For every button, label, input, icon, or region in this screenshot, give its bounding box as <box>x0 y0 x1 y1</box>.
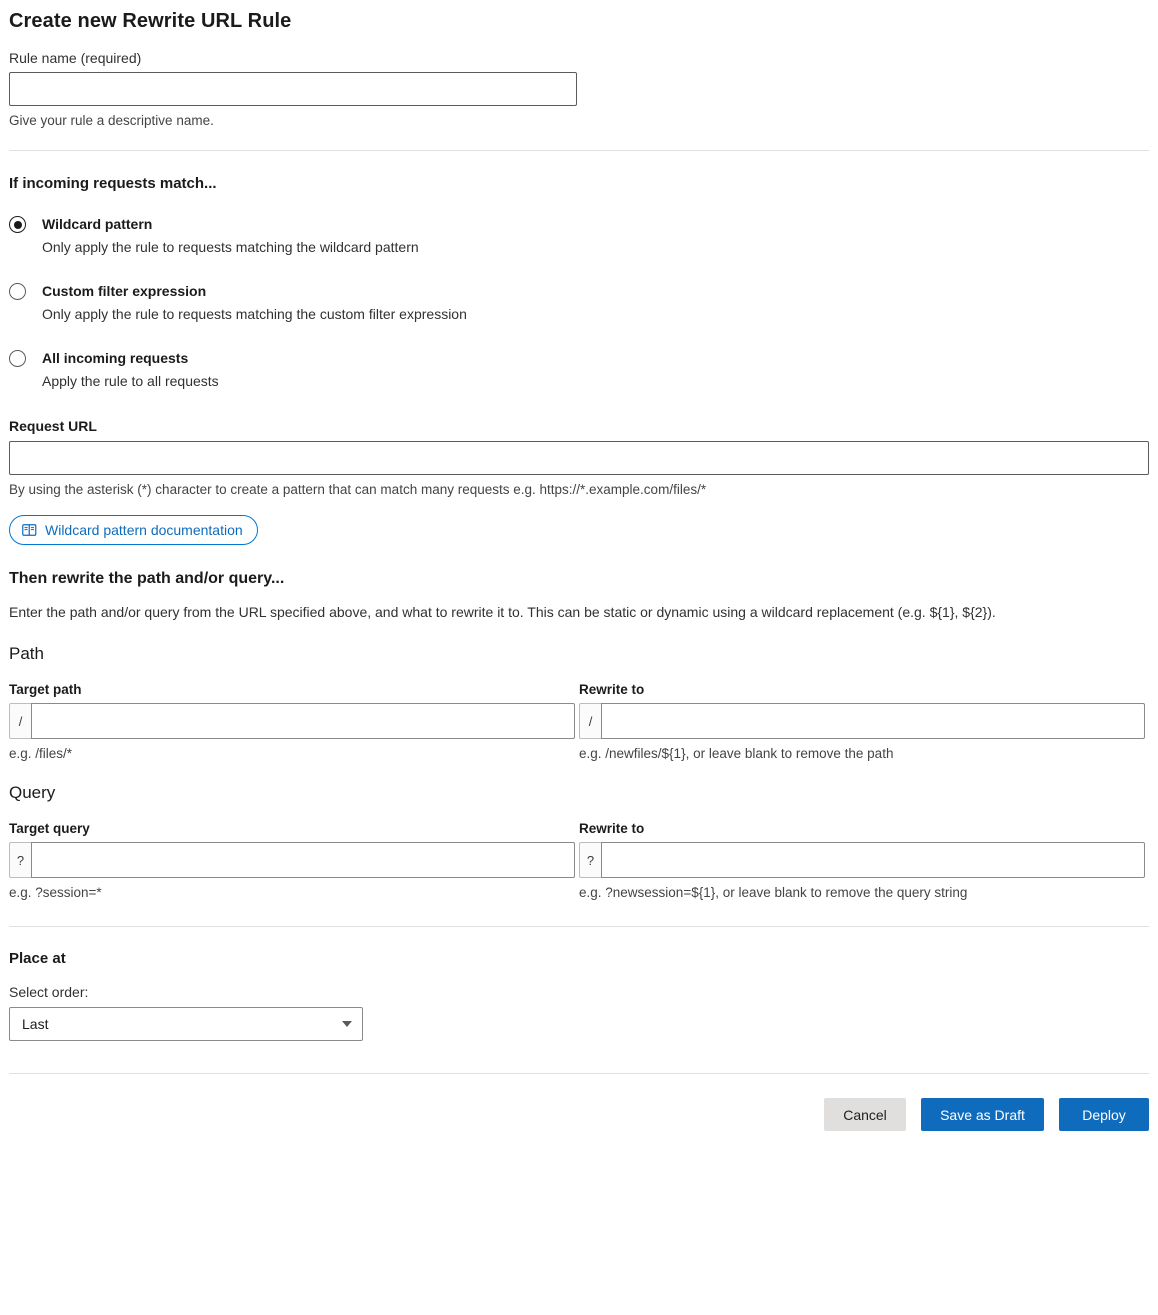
path-target-col <box>9 664 579 761</box>
path-rewrite-to-field[interactable] <box>579 703 1145 739</box>
radio-wildcard-pattern-title: Wildcard pattern <box>42 216 153 232</box>
radio-all-incoming-requests-title: All incoming requests <box>42 350 189 366</box>
match-radio-group <box>9 214 1149 392</box>
path-rewrite-to-input[interactable] <box>601 703 1145 739</box>
chevron-down-icon[interactable] <box>342 1021 352 1027</box>
cancel-button[interactable]: Cancel <box>824 1098 906 1131</box>
select-order-dropdown[interactable] <box>9 1007 363 1041</box>
match-section-title: If incoming requests match... <box>9 175 217 192</box>
query-rewrite-to-label: Rewrite to <box>579 821 645 837</box>
target-path-hint: e.g. /files/* <box>9 746 73 762</box>
page-title: Create new Rewrite URL Rule <box>9 10 292 32</box>
book-icon <box>22 523 37 537</box>
wildcard-pattern-documentation-label: Wildcard pattern documentation <box>45 522 243 538</box>
rewrite-section-description: Enter the path and/or query from the URL specified above, and what to rewrite it to. This can be static or dynamic using a wildcard replacement (e.g. ${1}, ${2}). <box>9 604 996 620</box>
radio-custom-filter-expression-desc: Only apply the rule to requests matching the custom filter expression <box>42 306 467 322</box>
request-url-help: By using the asterisk (*) character to create a pattern that can match many requests e.g. https://*.example.com/files/* <box>9 482 707 497</box>
radio-all-incoming-requests-icon[interactable] <box>9 350 26 367</box>
radio-wildcard-pattern-desc: Only apply the rule to requests matching the wildcard pattern <box>42 239 419 255</box>
wildcard-pattern-documentation-link[interactable] <box>9 515 258 545</box>
radio-custom-filter-expression-icon[interactable] <box>9 283 26 300</box>
request-url-input[interactable] <box>9 441 1149 475</box>
query-rewrite-to-hint: e.g. ?newsession=${1}, or leave blank to remove the query string <box>579 885 968 901</box>
divider-top <box>9 150 1149 151</box>
target-query-prefix: ? <box>9 842 31 878</box>
target-path-label: Target path <box>9 682 82 698</box>
path-rewrite-to-hint: e.g. /newfiles/${1}, or leave blank to remove the path <box>579 746 894 762</box>
rule-name-label: Rule name (required) <box>9 50 142 66</box>
query-target-col <box>9 803 579 900</box>
divider-place-at <box>9 926 1149 927</box>
query-rewrite-to-input[interactable] <box>601 842 1145 878</box>
select-order-value: Last <box>22 1016 49 1033</box>
query-heading: Query <box>9 783 56 803</box>
radio-wildcard-pattern-icon[interactable] <box>9 216 26 233</box>
deploy-button[interactable]: Deploy <box>1059 1098 1149 1131</box>
target-query-input[interactable] <box>31 842 575 878</box>
radio-custom-filter-expression-title: Custom filter expression <box>42 283 207 299</box>
radio-custom-filter-expression[interactable] <box>9 281 1149 325</box>
target-path-field[interactable] <box>9 703 575 739</box>
query-rewrite-to-field[interactable] <box>579 842 1145 878</box>
target-query-field[interactable] <box>9 842 575 878</box>
divider-footer <box>9 1073 1149 1074</box>
target-path-input[interactable] <box>31 703 575 739</box>
target-query-label: Target query <box>9 821 90 837</box>
radio-wildcard-pattern[interactable] <box>9 214 1149 258</box>
rule-name-help: Give your rule a descriptive name. <box>9 113 214 128</box>
query-rewrite-to-prefix: ? <box>579 842 601 878</box>
save-as-draft-button[interactable]: Save as Draft <box>921 1098 1044 1131</box>
query-rewrite-col <box>579 803 1149 900</box>
footer-actions <box>9 1098 1149 1147</box>
create-rewrite-url-rule-page <box>0 10 1158 1147</box>
radio-all-incoming-requests[interactable] <box>9 348 1149 392</box>
path-rewrite-to-label: Rewrite to <box>579 682 645 698</box>
request-url-label: Request URL <box>9 418 97 434</box>
path-rewrite-to-prefix: / <box>579 703 601 739</box>
rule-name-input[interactable] <box>9 72 577 106</box>
path-rewrite-col <box>579 664 1149 761</box>
query-row <box>9 803 1149 900</box>
place-at-title: Place at <box>9 950 66 968</box>
rewrite-section-title: Then rewrite the path and/or query... <box>9 570 285 587</box>
target-query-hint: e.g. ?session=* <box>9 885 102 901</box>
path-heading: Path <box>9 644 44 664</box>
radio-all-incoming-requests-desc: Apply the rule to all requests <box>42 373 219 389</box>
path-row <box>9 664 1149 761</box>
target-path-prefix: / <box>9 703 31 739</box>
select-order-label: Select order: <box>9 984 89 1001</box>
